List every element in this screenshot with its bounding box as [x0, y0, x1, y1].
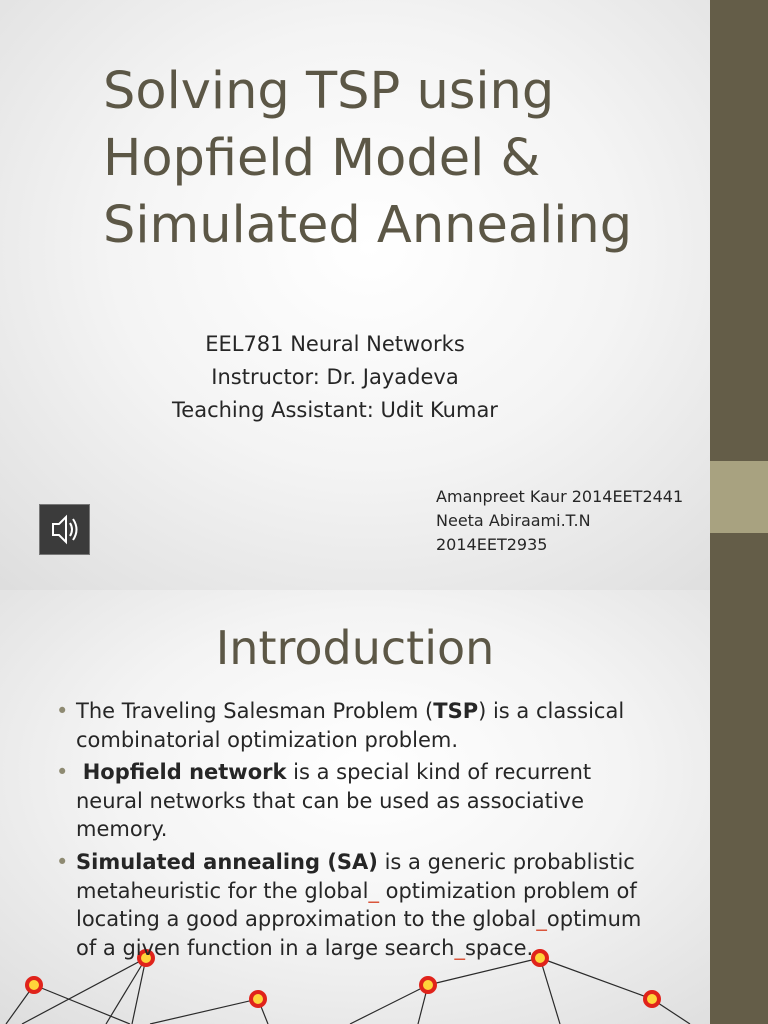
bullet-marker: • [56, 760, 69, 785]
speaker-icon[interactable] [39, 504, 90, 555]
section-title: Introduction [215, 621, 495, 675]
link-marker[interactable]: _ [368, 878, 379, 903]
graph-edge [106, 958, 146, 1024]
link-marker[interactable]: _ [454, 935, 465, 960]
introduction-slide [0, 590, 768, 1024]
ta-line: Teaching Assistant: Udit Kumar [172, 398, 498, 422]
graph-edge [34, 985, 130, 1024]
course-line: EEL781 Neural Networks [205, 332, 465, 356]
slide-subtitle [120, 328, 550, 427]
graph-edge [150, 999, 258, 1024]
bullet-marker: • [56, 699, 69, 723]
author-list [436, 485, 683, 557]
bullet-item-tsp: • The Traveling Salesman Problem (TSP) is a classical combinatorial optimization problem. [56, 699, 625, 752]
instructor-line: Instructor: Dr. Jayadeva [211, 365, 459, 389]
graph-node [251, 992, 265, 1006]
graph-node [27, 978, 41, 992]
bullet-item-sa: • Simulated annealing (SA) is a generic probablistic metaheuristic for the global_ optimization problem of locating a good approximation to the global_optimum of a given function in a large search_space. [56, 849, 642, 960]
graph-edge [540, 958, 560, 1024]
graph-edge [132, 958, 146, 1024]
bullet-item-hopfield: • Hopfield network is a special kind of recurrent neural networks that can be used as associative memory. [56, 760, 592, 842]
author-line: Neeta Abiraami.T.N [436, 511, 591, 530]
graph-node [645, 992, 659, 1006]
slide-title: Solving TSP using Hopfield Model & Simulated Annealing [103, 62, 633, 255]
bullet-list [56, 697, 656, 966]
graph-edge [350, 985, 428, 1024]
link-marker[interactable]: _ [536, 907, 547, 932]
author-line: 2014EET2935 [436, 535, 548, 554]
sidebar-accent [710, 461, 768, 533]
sidebar-stripe [710, 590, 768, 1024]
bullet-marker: • [56, 849, 69, 874]
graph-node [421, 978, 435, 992]
author-line: Amanpreet Kaur 2014EET2441 [436, 487, 684, 506]
